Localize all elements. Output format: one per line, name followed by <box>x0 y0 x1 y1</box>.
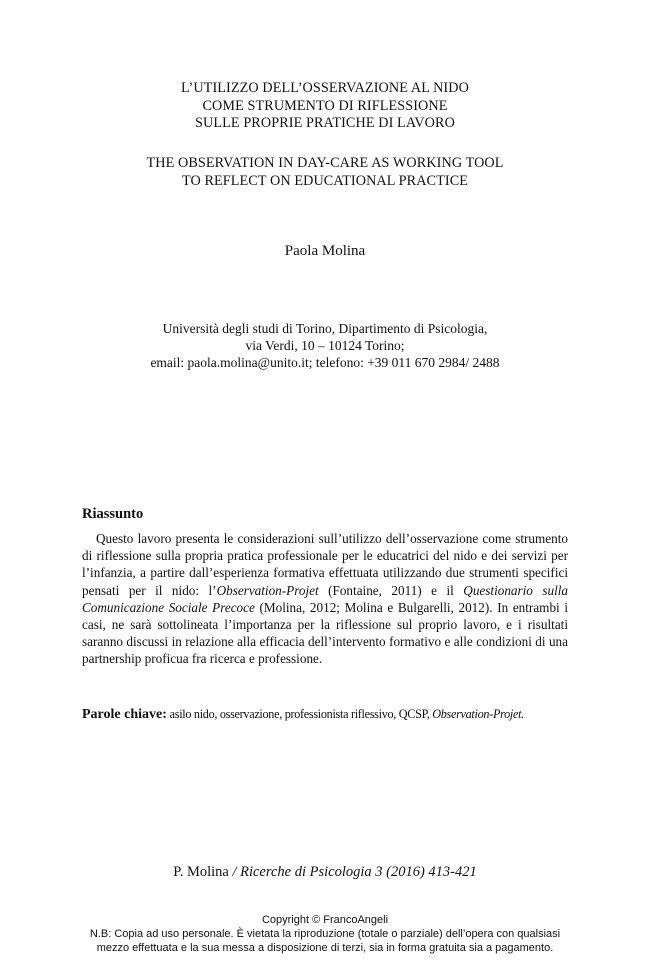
title-it-line: L’UTILIZZO DELL’OSSERVAZIONE AL NIDO <box>181 80 469 96</box>
abstract-heading: Riassunto <box>82 506 144 522</box>
affiliation-line: Università degli studi di Torino, Dipartimento di Psicologia, <box>162 321 488 336</box>
abstract-italic: Observation-Projet <box>216 582 319 598</box>
abstract-text: (Molina, 2012; Molina e Bulgarelli, 2012). In entrambi i casi, ne sarà sottolineata l’importanza per la riflessione sul proprio lavoro, e i risultati saranno discussi in relazione alla efficacia dell’intervento formativo e alle condizioni di una partnership proficua fra ricerca e professione. <box>82 599 568 667</box>
title-it-line: SULLE PROPRIE PRATICHE DI LAVORO <box>195 115 455 131</box>
abstract-italic: Questionario sulla Comunicazione Sociale Precoce <box>82 582 569 615</box>
title-en-line: THE OBSERVATION IN DAY-CARE AS WORKING TOOL <box>146 155 504 171</box>
english-title <box>0 155 650 190</box>
author-name: Paola Molina <box>284 243 366 259</box>
affiliation-line: email: paola.molina@unito.it; telefono: +39 011 670 2984/ 2488 <box>150 355 500 370</box>
copyright-disclaimer: mezzo effettuata e la sua messa a disposizione di terzi, sia in forma gratuita sia a pagamento. <box>96 942 554 954</box>
keywords-italic: Observation-Projet. <box>432 707 524 721</box>
citation-author: P. Molina <box>173 864 229 880</box>
copyright-disclaimer: N.B: Copia ad uso personale. È vietata la riproduzione (totale o parziale) dell’opera con qualsiasi <box>89 928 561 940</box>
abstract-text: Questo lavoro presenta le considerazioni sull’utilizzo dell’osservazione come strumento di riflessione sulla propria pratica professionale per le educatrici del nido e dei servizi per l’infanzia, a partire dall’esperienza formativa effettuata utilizzando due strumenti specifici pensati per il nido: l’ <box>82 531 568 598</box>
keywords-label: Parole chiave: <box>82 707 167 722</box>
title-en-line: TO REFLECT ON EDUCATIONAL PRACTICE <box>181 172 469 189</box>
italian-title <box>0 80 650 133</box>
affiliation-line: via Verdi, 10 – 10124 Torino; <box>245 338 405 353</box>
abstract-body <box>82 530 568 668</box>
affiliation <box>0 320 650 371</box>
title-it-line: COME STRUMENTO DI RIFLESSIONE <box>202 97 448 114</box>
citation-journal: / Ricerche di Psicologia 3 (2016) 413-421 <box>228 864 477 880</box>
keywords <box>82 706 568 724</box>
abstract-text: (Fontaine, 2011) e il <box>318 582 464 598</box>
journal-citation <box>0 864 650 881</box>
copyright-notice: Copyright © FrancoAngeli <box>261 914 389 926</box>
keywords-text: asilo nido, osservazione, professionista riflessivo, QCSP, <box>166 707 433 721</box>
